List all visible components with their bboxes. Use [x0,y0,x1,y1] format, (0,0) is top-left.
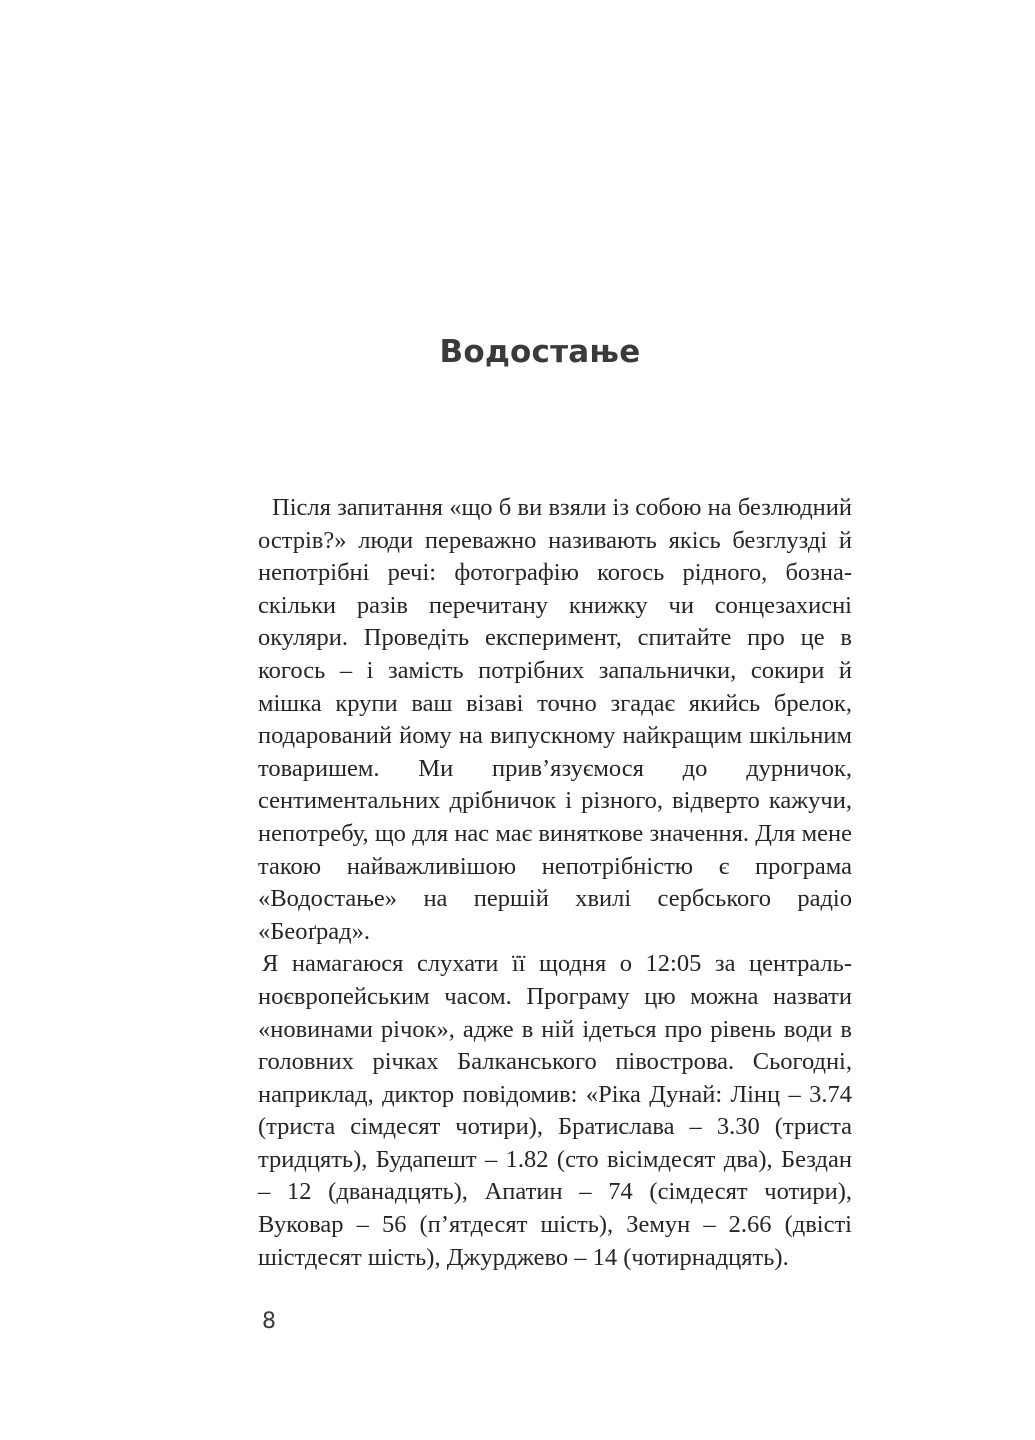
paragraph-2: Я намагаюся слухати її щодня о 12:05 за центральноєвропейським часом. Програму цю можна назвати «новинами річок», адже в ній ідеться про рівень води в головних річках Балканського півострова. Сьогодні, наприклад, диктор повідомив: «Ріка Дунай: Лінц – 3.74 (триста сімдесят чотири), Братислава – 3.30 (триста тридцять), Будапешт – 1.82 (сто вісімдесят два), Бездан – 12 (дванадцять), Апатин – 74 (сімдесят чотири), Вуковар – 56 (п’ятдесят шість), Земун – 2.66 (двісті шістдесят шість), Джурджево – 14 (чотирнадцять). [258,950,852,1271]
page-number: 8 [262,1309,276,1334]
paragraph-1: Після запитання «що б ви взяли із собою на безлюдний острів?» люди переважно називають якісь безглузді й непотрібні речі: фотографію когось рідного, бозна-скільки разів перечитану книжку чи сонцезахисні окуляри. Проведіть експеримент, спитайте про це в когось – і замість потрібних запальнички, сокири й мішка крупи ваш візаві точно згадає якийсь брелок, подарований йому на випускному найкращим шкільним товаришем. Ми прив’язуємося до дурничок, сентиментальних дрібничок і різного, відверто кажучи, непотребу, що для нас має виняткове значення. Для мене такою найважливішою непотрібністю є програма «Водостање» на першій хвилі сербського радіо «Беоґрад». [258,494,852,945]
chapter-title: Водостање [439,334,641,370]
chapter-body [258,492,852,1274]
